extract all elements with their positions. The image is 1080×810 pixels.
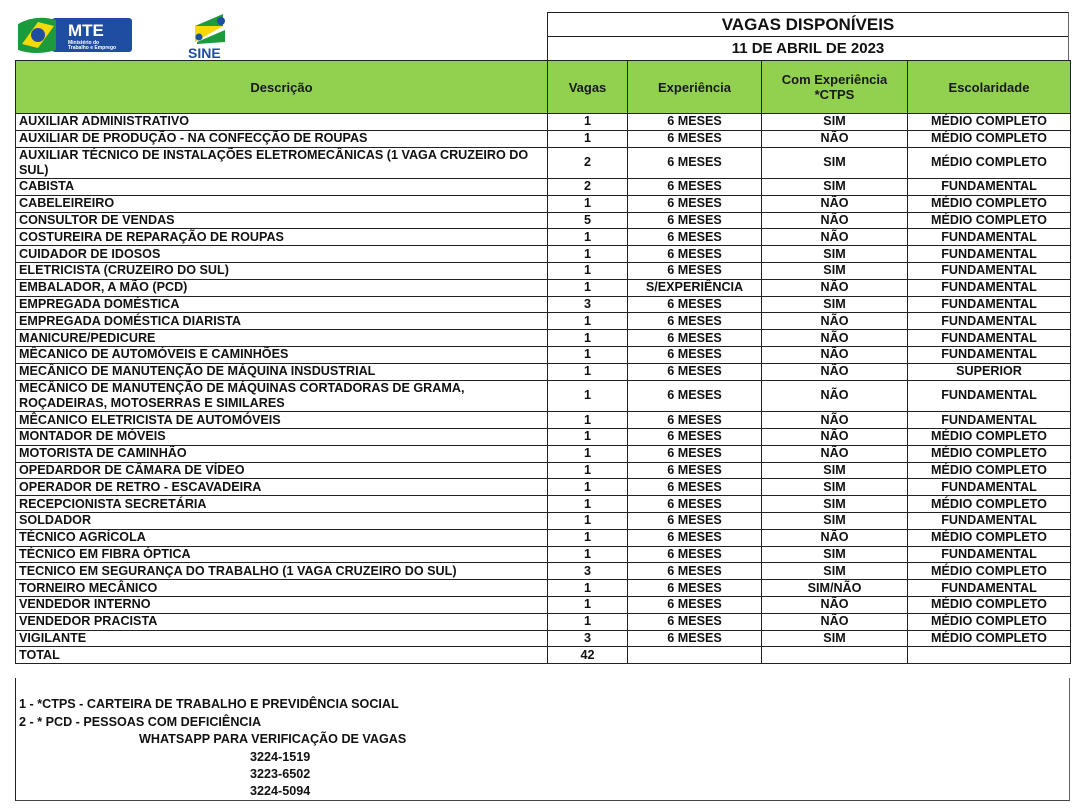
cell-escolaridade: FUNDAMENTAL: [908, 479, 1071, 496]
cell-descricao: AUXILIAR ADMINISTRATIVO: [16, 114, 548, 131]
cell-escolaridade: MÉDIO COMPLETO: [908, 462, 1071, 479]
table-row: [16, 313, 1071, 330]
cell-descricao: TECNICO EM SEGURANÇA DO TRABALHO (1 VAGA CRUZEIRO DO SUL): [16, 563, 548, 580]
cell-descricao: EMPREGADA DOMÉSTICA DIARISTA: [16, 313, 548, 330]
cell-descricao: COSTUREIRA DE REPARAÇÃO DE ROUPAS: [16, 229, 548, 246]
cell-experiencia: 6 MESES: [628, 445, 762, 462]
cell-descricao: TÉCNICO EM FIBRA ÓPTICA: [16, 546, 548, 563]
cell-vagas: 1: [548, 496, 628, 513]
table-row: [16, 580, 1071, 597]
cell-experiencia: 6 MESES: [628, 130, 762, 147]
whatsapp-label: WHATSAPP PARA VERIFICAÇÃO DE VAGAS: [139, 732, 407, 746]
table-row: [16, 130, 1071, 147]
cell-escolaridade: FUNDAMENTAL: [908, 229, 1071, 246]
cell-descricao: EMBALADOR, A MÃO (PCD): [16, 279, 548, 296]
table-row: [16, 279, 1071, 296]
table-row: [16, 596, 1071, 613]
page-title: VAGAS DISPONÍVEIS: [548, 13, 1068, 37]
note-ctps: 1 - *CTPS - CARTEIRA DE TRABALHO E PREVIDÊNCIA SOCIAL: [19, 697, 399, 711]
page-date: 11 DE ABRIL DE 2023: [731, 40, 885, 57]
column-header-ctps-label: Com Experiência *CTPS: [781, 72, 888, 102]
cell-escolaridade: FUNDAMENTAL: [908, 330, 1071, 347]
cell-ctps: SIM: [762, 462, 908, 479]
cell-descricao: MÊCANICO DE AUTOMÓVEIS E CAMINHÕES: [16, 347, 548, 364]
table-row: [16, 212, 1071, 229]
cell-ctps: NÃO: [762, 596, 908, 613]
table-header-row: [16, 61, 1071, 114]
cell-ctps: NÃO: [762, 330, 908, 347]
cell-escolaridade: MÉDIO COMPLETO: [908, 496, 1071, 513]
phone-number: 3223-6502: [250, 767, 311, 781]
cell-ctps: SIM: [762, 263, 908, 280]
cell-descricao: OPEDARDOR DE CÂMARA DE VÍDEO: [16, 462, 548, 479]
table-row: [16, 195, 1071, 212]
cell-vagas: 1: [548, 462, 628, 479]
cell-ctps: NÃO: [762, 212, 908, 229]
cell-descricao: MOTORISTA DE CAMINHÃO: [16, 445, 548, 462]
title-box: [547, 12, 1069, 60]
vacancies-table: [15, 60, 1071, 664]
cell-ctps: NÃO: [762, 195, 908, 212]
cell-vagas: 1: [548, 347, 628, 364]
cell-escolaridade: FUNDAMENTAL: [908, 347, 1071, 364]
cell-vagas: 1: [548, 428, 628, 445]
cell-vagas: 1: [548, 130, 628, 147]
cell-escolaridade: FUNDAMENTAL: [908, 263, 1071, 280]
cell-ctps: SIM: [762, 563, 908, 580]
cell-experiencia: 6 MESES: [628, 563, 762, 580]
table-row: [16, 479, 1071, 496]
cell-experiencia: 6 MESES: [628, 246, 762, 263]
cell-descricao: ELETRICISTA (CRUZEIRO DO SUL): [16, 263, 548, 280]
table-row: [16, 445, 1071, 462]
cell-experiencia: 6 MESES: [628, 462, 762, 479]
cell-vagas: 1: [548, 380, 628, 412]
mte-logo: [16, 14, 134, 56]
cell-vagas: 1: [548, 479, 628, 496]
cell-escolaridade: FUNDAMENTAL: [908, 546, 1071, 563]
cell-descricao: EMPREGADA DOMÉSTICA: [16, 296, 548, 313]
cell-ctps: NÃO: [762, 380, 908, 412]
total-empty-cell: [908, 647, 1071, 664]
cell-ctps: SIM: [762, 546, 908, 563]
cell-escolaridade: FUNDAMENTAL: [908, 580, 1071, 597]
cell-escolaridade: FUNDAMENTAL: [908, 313, 1071, 330]
table-row: [16, 363, 1071, 380]
cell-escolaridade: MÉDIO COMPLETO: [908, 596, 1071, 613]
cell-vagas: 1: [548, 195, 628, 212]
table-row: [16, 529, 1071, 546]
cell-descricao: MECÂNICO DE MANUTENÇÃO DE MÁQUINA INSDUSTRIAL: [16, 363, 548, 380]
cell-escolaridade: MÉDIO COMPLETO: [908, 212, 1071, 229]
phone-number: 3224-5094: [250, 784, 311, 798]
cell-experiencia: 6 MESES: [628, 195, 762, 212]
cell-descricao: MANICURE/PEDICURE: [16, 330, 548, 347]
cell-ctps: NÃO: [762, 347, 908, 364]
cell-escolaridade: MÉDIO COMPLETO: [908, 428, 1071, 445]
cell-experiencia: 6 MESES: [628, 529, 762, 546]
cell-ctps: NÃO: [762, 229, 908, 246]
cell-descricao: MONTADOR DE MÓVEIS: [16, 428, 548, 445]
column-header-escolaridade: Escolaridade: [908, 61, 1071, 114]
cell-descricao: AUXILIAR DE PRODUÇÃO - NA CONFECÇÃO DE ROUPAS: [16, 130, 548, 147]
cell-experiencia: 6 MESES: [628, 347, 762, 364]
cell-vagas: 2: [548, 179, 628, 196]
cell-escolaridade: SUPERIOR: [908, 363, 1071, 380]
cell-ctps: SIM: [762, 114, 908, 131]
cell-ctps: NÃO: [762, 428, 908, 445]
table-row: [16, 380, 1071, 412]
cell-experiencia: 6 MESES: [628, 512, 762, 529]
cell-ctps: NÃO: [762, 412, 908, 429]
cell-vagas: 1: [548, 313, 628, 330]
cell-ctps: SIM: [762, 630, 908, 647]
cell-descricao: AUXILIAR TÉCNICO DE INSTALAÇÕES ELETROMECÂNICAS (1 VAGA CRUZEIRO DO SUL): [16, 147, 548, 179]
cell-escolaridade: MÉDIO COMPLETO: [908, 445, 1071, 462]
cell-vagas: 1: [548, 279, 628, 296]
cell-vagas: 5: [548, 212, 628, 229]
cell-escolaridade: MÉDIO COMPLETO: [908, 613, 1071, 630]
cell-experiencia: 6 MESES: [628, 580, 762, 597]
cell-vagas: 1: [548, 330, 628, 347]
table-row: [16, 613, 1071, 630]
cell-ctps: SIM: [762, 246, 908, 263]
table-row: [16, 330, 1071, 347]
cell-experiencia: S/EXPERIÊNCIA: [628, 279, 762, 296]
cell-vagas: 1: [548, 263, 628, 280]
cell-vagas: 1: [548, 229, 628, 246]
cell-experiencia: 6 MESES: [628, 179, 762, 196]
total-vagas: 42: [548, 647, 628, 664]
table-row: [16, 462, 1071, 479]
cell-ctps: NÃO: [762, 613, 908, 630]
cell-descricao: RECEPCIONISTA SECRETÁRIA: [16, 496, 548, 513]
cell-escolaridade: FUNDAMENTAL: [908, 412, 1071, 429]
table-row: [16, 296, 1071, 313]
cell-descricao: MECÂNICO DE MANUTENÇÃO DE MÁQUINAS CORTADORAS DE GRAMA, ROÇADEIRAS, MOTOSERRAS E SIMILARES: [16, 380, 548, 412]
cell-experiencia: 6 MESES: [628, 479, 762, 496]
table-row: [16, 412, 1071, 429]
table-row: [16, 147, 1071, 179]
cell-experiencia: 6 MESES: [628, 412, 762, 429]
cell-vagas: 1: [548, 613, 628, 630]
column-header-ctps: [762, 61, 908, 114]
cell-descricao: VIGILANTE: [16, 630, 548, 647]
cell-descricao: CONSULTOR DE VENDAS: [16, 212, 548, 229]
svg-text:Ministério do: Ministério do: [68, 40, 100, 46]
cell-vagas: 3: [548, 563, 628, 580]
cell-experiencia: 6 MESES: [628, 263, 762, 280]
cell-vagas: 1: [548, 580, 628, 597]
cell-descricao: CABISTA: [16, 179, 548, 196]
cell-experiencia: 6 MESES: [628, 496, 762, 513]
cell-experiencia: 6 MESES: [628, 363, 762, 380]
cell-ctps: NÃO: [762, 529, 908, 546]
table-row: [16, 512, 1071, 529]
column-header-vagas: Vagas: [548, 61, 628, 114]
cell-experiencia: 6 MESES: [628, 596, 762, 613]
cell-descricao: VENDEDOR INTERNO: [16, 596, 548, 613]
cell-ctps: SIM: [762, 512, 908, 529]
cell-experiencia: 6 MESES: [628, 546, 762, 563]
cell-descricao: OPERADOR DE RETRO - ESCAVADEIRA: [16, 479, 548, 496]
cell-ctps: SIM/NÃO: [762, 580, 908, 597]
table-row: [16, 347, 1071, 364]
total-row: [16, 647, 1071, 664]
cell-escolaridade: FUNDAMENTAL: [908, 246, 1071, 263]
cell-vagas: 1: [548, 246, 628, 263]
cell-experiencia: 6 MESES: [628, 630, 762, 647]
cell-experiencia: 6 MESES: [628, 229, 762, 246]
table-row: [16, 563, 1071, 580]
cell-vagas: 1: [548, 412, 628, 429]
cell-vagas: 1: [548, 114, 628, 131]
cell-experiencia: 6 MESES: [628, 380, 762, 412]
cell-escolaridade: MÉDIO COMPLETO: [908, 114, 1071, 131]
total-empty-cell: [628, 647, 762, 664]
cell-vagas: 2: [548, 147, 628, 179]
cell-vagas: 1: [548, 363, 628, 380]
table-row: [16, 496, 1071, 513]
cell-vagas: 1: [548, 546, 628, 563]
cell-experiencia: 6 MESES: [628, 114, 762, 131]
cell-experiencia: 6 MESES: [628, 212, 762, 229]
svg-text:MTE: MTE: [68, 21, 104, 40]
table-row: [16, 428, 1071, 445]
cell-ctps: SIM: [762, 147, 908, 179]
table-row: [16, 114, 1071, 131]
cell-escolaridade: MÉDIO COMPLETO: [908, 130, 1071, 147]
cell-escolaridade: MÉDIO COMPLETO: [908, 147, 1071, 179]
cell-escolaridade: MÉDIO COMPLETO: [908, 529, 1071, 546]
sine-logo: [185, 12, 235, 62]
cell-experiencia: 6 MESES: [628, 296, 762, 313]
cell-ctps: NÃO: [762, 445, 908, 462]
cell-ctps: NÃO: [762, 279, 908, 296]
table-row: [16, 229, 1071, 246]
cell-escolaridade: FUNDAMENTAL: [908, 512, 1071, 529]
column-header-experiencia: Experiência: [628, 61, 762, 114]
cell-escolaridade: MÉDIO COMPLETO: [908, 630, 1071, 647]
table-row: [16, 179, 1071, 196]
cell-vagas: 1: [548, 512, 628, 529]
cell-experiencia: 6 MESES: [628, 313, 762, 330]
cell-descricao: TÉCNICO AGRÍCOLA: [16, 529, 548, 546]
cell-descricao: VENDEDOR PRACISTA: [16, 613, 548, 630]
cell-ctps: SIM: [762, 179, 908, 196]
svg-text:Trabalho e Emprego: Trabalho e Emprego: [68, 45, 117, 51]
cell-escolaridade: FUNDAMENTAL: [908, 179, 1071, 196]
cell-vagas: 1: [548, 445, 628, 462]
cell-descricao: MÊCANICO ELETRICISTA DE AUTOMÓVEIS: [16, 412, 548, 429]
cell-experiencia: 6 MESES: [628, 428, 762, 445]
table-row: [16, 263, 1071, 280]
total-empty-cell: [762, 647, 908, 664]
cell-vagas: 3: [548, 296, 628, 313]
cell-experiencia: 6 MESES: [628, 147, 762, 179]
cell-ctps: NÃO: [762, 130, 908, 147]
table-row: [16, 630, 1071, 647]
total-label: TOTAL: [16, 647, 548, 664]
cell-ctps: NÃO: [762, 313, 908, 330]
cell-descricao: TORNEIRO MECÂNICO: [16, 580, 548, 597]
phone-number: 3224-1519: [250, 750, 311, 764]
cell-escolaridade: MÉDIO COMPLETO: [908, 563, 1071, 580]
cell-vagas: 1: [548, 529, 628, 546]
note-pcd: 2 - * PCD - PESSOAS COM DEFICIÊNCIA: [19, 715, 262, 729]
cell-ctps: SIM: [762, 496, 908, 513]
cell-experiencia: 6 MESES: [628, 330, 762, 347]
cell-escolaridade: MÉDIO COMPLETO: [908, 195, 1071, 212]
table-row: [16, 246, 1071, 263]
cell-escolaridade: FUNDAMENTAL: [908, 380, 1071, 412]
footer-notes: [15, 678, 1070, 801]
column-header-descricao: Descrição: [16, 61, 548, 114]
cell-ctps: SIM: [762, 479, 908, 496]
cell-vagas: 1: [548, 596, 628, 613]
cell-descricao: CUIDADOR DE IDOSOS: [16, 246, 548, 263]
cell-ctps: SIM: [762, 296, 908, 313]
cell-ctps: NÃO: [762, 363, 908, 380]
cell-vagas: 3: [548, 630, 628, 647]
table-row: [16, 546, 1071, 563]
cell-escolaridade: FUNDAMENTAL: [908, 279, 1071, 296]
cell-descricao: CABELEIREIRO: [16, 195, 548, 212]
cell-descricao: SOLDADOR: [16, 512, 548, 529]
svg-text:SINE: SINE: [188, 45, 221, 61]
cell-escolaridade: FUNDAMENTAL: [908, 296, 1071, 313]
cell-experiencia: 6 MESES: [628, 613, 762, 630]
